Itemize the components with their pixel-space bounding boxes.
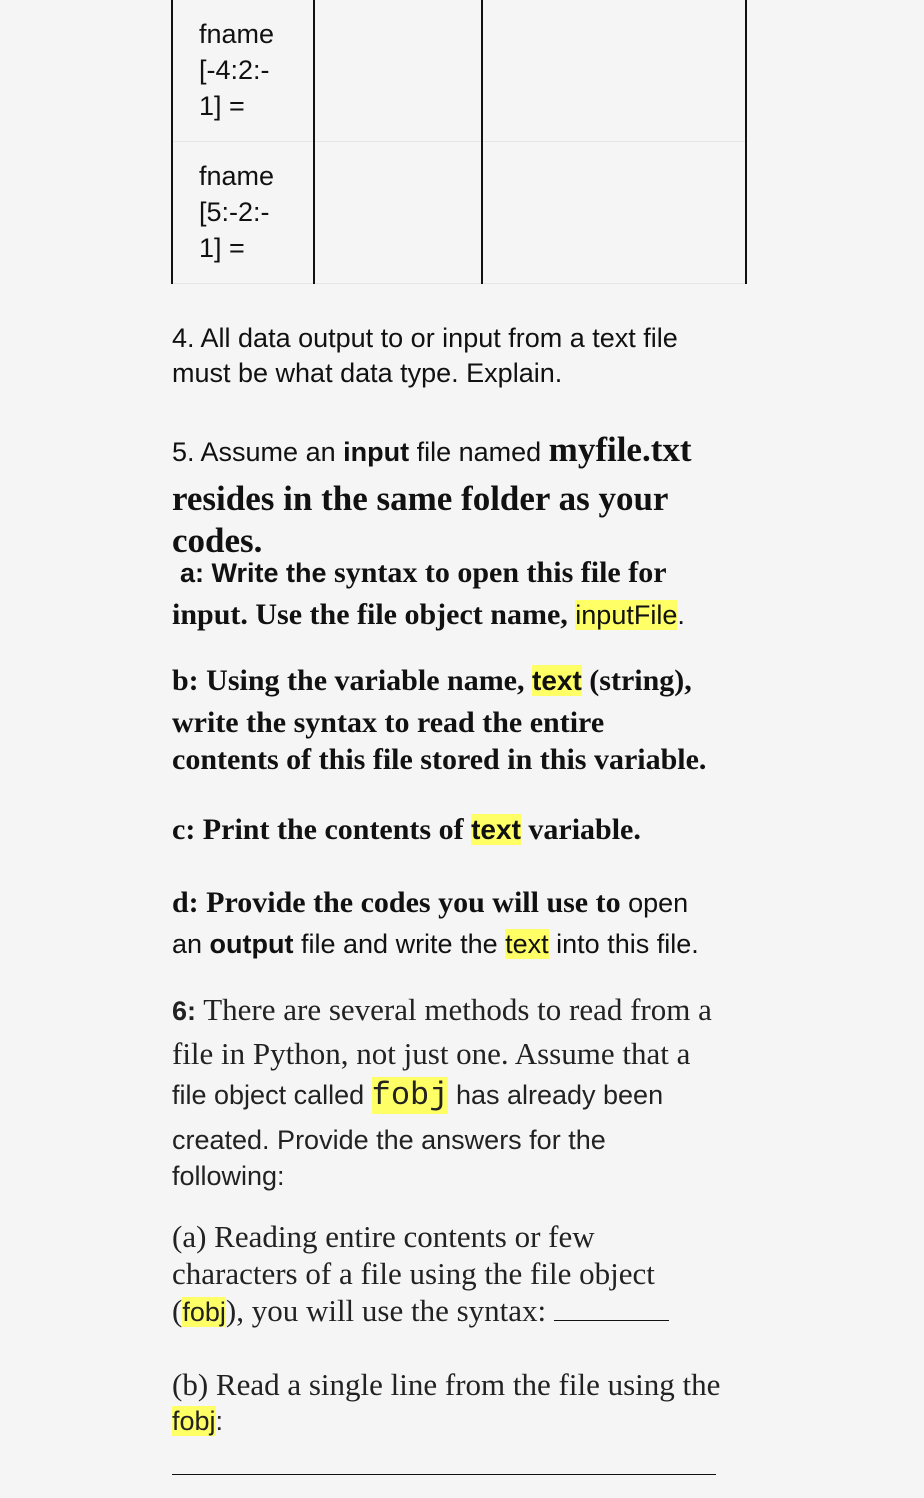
q4-line: must be what data type. Explain. (172, 358, 563, 388)
q6b-line: (b) Read a single line from the file using the (172, 1367, 721, 1402)
q5a-text: syntax to open this file for (326, 556, 667, 589)
q5b-variable: text (532, 665, 582, 696)
expr-line: fname (199, 161, 275, 191)
q5d-output-word: output (209, 929, 294, 959)
question-5b (172, 662, 772, 778)
question-5 (172, 429, 772, 562)
answer-blank[interactable] (554, 1319, 669, 1321)
q5d-variable: text (505, 929, 549, 959)
q6-text: There are several methods to read from a (196, 992, 712, 1027)
expr-line: [-4:2:- (199, 55, 270, 85)
question-6b (172, 1366, 772, 1444)
q5a-object-name: inputFile (575, 600, 678, 630)
q4-line: 4. All data output to or input from a text file (172, 323, 678, 353)
table-row (172, 142, 746, 284)
table-cell-explanation[interactable] (482, 0, 746, 142)
question-4 (172, 321, 772, 391)
q6a-line: (a) Reading entire contents or few (172, 1219, 595, 1254)
question-5c (172, 811, 772, 853)
q5b-text: b: Using the variable name, (172, 664, 532, 697)
q5c-variable: text (471, 814, 521, 845)
q6a-line: characters of a file using the file object (172, 1256, 655, 1291)
q5-text: 5. Assume an (172, 437, 344, 467)
q5b-line: write the syntax to read the entire (172, 706, 605, 739)
q6-number: 6: (172, 996, 197, 1026)
table-cell-explanation[interactable] (482, 142, 746, 284)
q5d-text: open (620, 888, 689, 918)
q6-line: following: (172, 1161, 285, 1191)
question-5d (172, 884, 772, 967)
table-cell-answer[interactable] (314, 142, 482, 284)
expr-line: fname (199, 19, 275, 49)
q6b-text: : (215, 1406, 224, 1436)
answer-line[interactable] (172, 1474, 716, 1475)
expr-line: [5:-2:- (199, 197, 270, 227)
q6-line: created. Provide the answers for the (172, 1125, 606, 1155)
expr-line: 1] = (199, 91, 245, 121)
q6a-text: ), you will use the syntax: (225, 1293, 554, 1328)
q5d-text: file and write the (293, 929, 506, 959)
q6-line: file in Python, not just one. Assume that a (172, 1036, 691, 1071)
q6-text: file object called (172, 1080, 372, 1110)
q6-fobj-code: fobj (371, 1077, 449, 1114)
q6-text: has already been (448, 1080, 664, 1110)
q6a-text: ( (172, 1293, 183, 1328)
q5-line: codes. (172, 521, 263, 560)
slicing-table (171, 0, 747, 284)
q5c-text: c: Print the contents of (172, 813, 472, 846)
q5a-text: . (677, 600, 685, 630)
table-cell-expression (172, 142, 314, 284)
expr-line: 1] = (199, 233, 245, 263)
q5a-label: a: Write the (180, 558, 327, 588)
q5d-text: an (172, 929, 210, 959)
q5-line: resides in the same folder as your (172, 479, 669, 518)
q5c-text: variable. (520, 813, 641, 846)
question-6 (172, 991, 772, 1194)
q5-filename: myfile.txt (548, 430, 692, 469)
q6b-fobj: fobj (172, 1406, 216, 1436)
question-6a (172, 1218, 772, 1335)
q5d-text: into this file. (548, 929, 699, 959)
q5a-text: input. Use the file object name, (172, 598, 576, 631)
table-cell-expression (172, 0, 314, 142)
question-5a (172, 554, 772, 638)
q5b-line: contents of this file stored in this variable. (172, 743, 707, 776)
q5-input-word: input (343, 437, 410, 467)
q5d-text: d: Provide the codes you will use to (172, 886, 621, 919)
table-row (172, 0, 746, 142)
q5-text: file named (409, 437, 549, 467)
q6a-fobj: fobj (182, 1297, 226, 1327)
q5b-text: (string), (581, 664, 692, 697)
table-cell-answer[interactable] (314, 0, 482, 142)
